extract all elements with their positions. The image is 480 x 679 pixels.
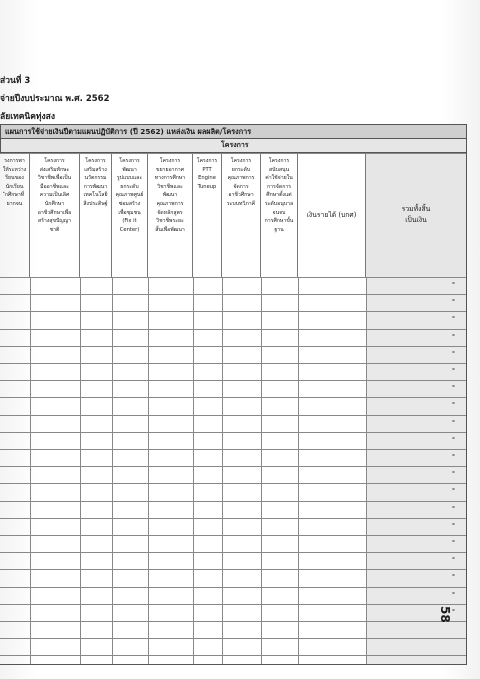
column-header-line: ขยายอากาศ: [156, 166, 184, 173]
column-header-line: วิชาชีพเพื่อเป็น: [37, 175, 72, 182]
column-header-line: จนจบ: [272, 209, 286, 216]
column-header-1: [0, 153, 30, 277]
table-row-line: [0, 277, 467, 278]
table-row-line: [0, 638, 467, 639]
column-header-line: ฐาน: [274, 226, 284, 233]
table-row-line: [0, 363, 467, 364]
table-row-line: [0, 466, 467, 467]
table-row-line: [0, 655, 467, 656]
column-header-line: รวมทั้งสิ้น: [401, 205, 431, 213]
column-header-line: พัฒนา: [122, 166, 137, 173]
column-header-line: นักศึกษา: [44, 200, 65, 207]
column-header-line: ให้ระหว่าง: [2, 166, 27, 173]
column-header-line: คุณภาพการ: [227, 175, 255, 182]
column-divider-line: [112, 277, 113, 665]
column-divider-line: [80, 277, 81, 665]
column-header-line: วิชาชีพระยะ: [156, 218, 184, 225]
column-header-text: [402, 204, 431, 226]
column-header-line: การพัฒนา: [83, 183, 108, 190]
column-header-text: [0, 157, 29, 209]
column-header-text: [80, 157, 111, 209]
table-row-line: [0, 346, 467, 347]
column-header-line: รูปแบบและ: [116, 175, 143, 182]
column-header-line: ชาติ: [49, 226, 60, 233]
column-divider-line: [222, 277, 223, 665]
column-header-10: [366, 153, 467, 277]
total-value-cell: -: [452, 313, 455, 322]
table-title: แผนการใช้จ่ายเงินปีตามแผนปฏิบัติการ (ปี 2562) แหล่งเงิน ผลผลิต/โครงการ: [0, 124, 467, 139]
column-header-line: นักเรียน: [5, 183, 24, 190]
column-divider-line: [30, 277, 31, 665]
column-header-line: มืออาชีพและ: [40, 183, 69, 190]
column-header-line: PTT: [202, 166, 212, 173]
column-header-line: โครงการ: [159, 158, 181, 164]
table-row-line: [0, 380, 467, 381]
table-row-line: [0, 294, 467, 295]
column-header-3: [80, 153, 112, 277]
column-header-line: วิชาชีพและ: [157, 183, 183, 190]
total-value-cell: -: [452, 554, 455, 563]
total-value-cell: -: [452, 296, 455, 305]
column-divider-line: [193, 277, 194, 665]
total-value-cell: -: [452, 451, 455, 459]
column-header-line: ระดับอนุบาล: [264, 200, 294, 207]
total-value-cell: -: [452, 537, 455, 545]
total-value-cell: -: [452, 588, 455, 597]
column-header-line: ศึกษาตั้งแต่: [266, 192, 292, 199]
column-divider-line: [148, 277, 149, 665]
column-header-line: โครงการ: [230, 158, 252, 164]
budget-year-heading: จ่ายปีงบประมาณ พ.ศ. 2562: [0, 94, 110, 104]
column-header-text: [112, 157, 147, 234]
column-header-text: [222, 157, 260, 209]
column-header-4: [112, 153, 148, 277]
column-header-line: คุณภาพการ: [156, 200, 184, 207]
table-row-line: [0, 569, 467, 570]
total-value-cell: -: [452, 433, 455, 442]
column-header-line: Center): [119, 226, 140, 233]
column-header-line: เป็นเงิน: [405, 216, 427, 224]
column-header-line: จัดหลักสูตร: [157, 209, 183, 216]
page-number: 58: [438, 606, 452, 623]
column-header-line: พัฒนา: [162, 192, 178, 199]
total-value-cell: -: [452, 485, 455, 494]
column-header-line: อาชีวศึกษา: [228, 192, 254, 199]
table-row-line: [0, 552, 467, 553]
total-value-cell: -: [452, 279, 455, 287]
total-value-cell: -: [452, 502, 455, 511]
column-header-9: [298, 153, 366, 277]
column-header-line: โครงการ: [268, 158, 290, 164]
table-row-line: [0, 501, 467, 502]
column-header-line: ยกระดับ: [120, 183, 139, 190]
total-value-cell: -: [452, 571, 455, 580]
column-header-line: ค่าใช้จ่ายใน: [265, 175, 293, 182]
total-value-cell: -: [452, 382, 455, 391]
table-row-line: [0, 415, 467, 416]
column-header-line: คุณภาพศูนย์: [115, 192, 144, 199]
column-header-line: รงการพา: [4, 158, 25, 164]
header-divider-line: [0, 153, 467, 154]
table-row-line: [0, 621, 467, 622]
column-header-line: โครงการ: [196, 158, 218, 164]
column-header-2: [30, 153, 80, 277]
table-row-line: [0, 483, 467, 484]
table-row-line: [0, 449, 467, 450]
column-header-line: การศึกษาขั้น: [264, 218, 294, 225]
column-header-line: นวัตกรรม: [84, 175, 107, 182]
column-header-6: [193, 153, 222, 277]
column-divider-line: [366, 277, 367, 665]
total-value-cell: -: [452, 519, 455, 528]
column-header-line: เงินรายได้ (บกศ): [306, 210, 357, 219]
column-header-text: [307, 210, 357, 221]
column-header-line: สิ่งประดิษฐ์: [83, 200, 108, 207]
total-value-cell: -: [452, 365, 455, 373]
column-header-line: ซ่อมสร้าง: [118, 200, 141, 207]
group-header-label: โครงการ: [221, 141, 249, 149]
column-header-8: [261, 153, 298, 277]
column-divider-line: [261, 277, 262, 665]
column-header-line: โครงการ: [85, 158, 106, 164]
organization-heading: ลัยเทคนิคทุ่งสง: [0, 112, 55, 122]
column-header-line: Engine: [198, 175, 216, 182]
column-header-5: [148, 153, 193, 277]
column-header-line: เพื่อชุมชน: [118, 209, 141, 216]
column-header-line: สร้างสุขปัญญา: [37, 218, 72, 225]
budget-plan-table: [0, 124, 468, 665]
column-header-line: สนับสนุน: [268, 166, 290, 173]
column-divider-line: [298, 277, 299, 665]
column-header-line: อาชีวศึกษาเพื่อ: [37, 209, 72, 216]
column-header-7: [222, 153, 261, 277]
column-header-line: ระบบทวิภาคี: [226, 200, 256, 207]
column-header-line: ทางการศึกษา: [154, 175, 186, 182]
column-header-line: เทคโนโลยี: [83, 192, 108, 199]
column-header-line: ความเป็นเลิศ: [39, 192, 70, 199]
total-value-cell: -: [452, 468, 455, 477]
column-header-line: การจัดการ: [266, 183, 292, 190]
column-header-line: สั้นเพื่อพัฒนา: [155, 226, 185, 233]
column-header-line: ส่งเสริมทักษะ: [39, 166, 70, 173]
table-row-line: [0, 535, 467, 536]
table-row-line: [0, 587, 467, 588]
column-header-text: [193, 157, 221, 191]
table-row-line: [0, 432, 467, 433]
table-row-line: [0, 518, 467, 519]
page-number-area: [436, 606, 456, 646]
column-header-line: จัดการ: [233, 183, 249, 190]
column-header-line: โครงการ: [119, 158, 140, 164]
column-header-line: ยากจน: [6, 200, 23, 207]
column-header-line: Tuneup: [197, 183, 217, 190]
column-header-line: เสริมสร้าง: [84, 166, 107, 173]
column-header-line: ยกระดับ: [231, 166, 251, 173]
total-value-cell: -: [452, 330, 455, 339]
column-header-line: (Fix it: [122, 218, 137, 225]
section-heading: ส่วนที่ 3: [0, 76, 31, 86]
column-header-line: รียนของ: [5, 175, 24, 182]
table-row-line: [0, 311, 467, 312]
group-header-row: [0, 139, 467, 153]
column-header-text: [148, 157, 192, 234]
table-row-line: [0, 397, 467, 398]
table-row-line: [0, 329, 467, 330]
table-row-line: [0, 604, 467, 605]
total-value-cell: -: [452, 416, 455, 425]
column-header-line: โครงการ: [44, 158, 65, 164]
column-header-text: [261, 157, 297, 234]
column-header-line: ักศึกษาที่: [4, 192, 25, 199]
total-value-cell: -: [452, 399, 455, 408]
total-value-cell: -: [452, 347, 455, 356]
column-header-text: [30, 157, 79, 234]
total-value-cell: -: [452, 605, 455, 614]
